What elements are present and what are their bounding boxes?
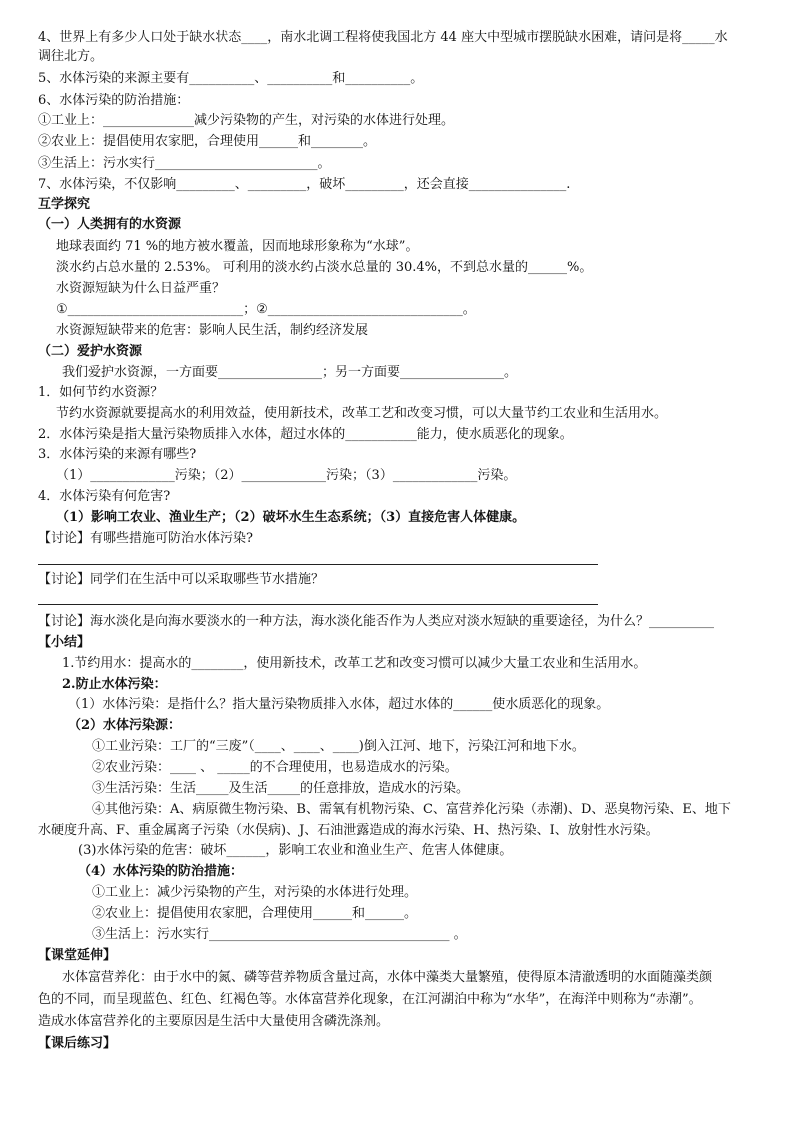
question-6-industry: ①工业上：______________减少污染物的产生，对污染的水体进行处理。 (38, 113, 455, 128)
discussion-2-answer-line (38, 604, 598, 605)
summary-measures-life: ③生活上：污水实行_____________________________________ 。 (92, 927, 467, 942)
shortage-question: 水资源短缺为什么日益严重？ (56, 281, 226, 296)
freshwater-ratio-text: 淡水约占总水量的 2.53%。 可利用的淡水约占淡水总量的 30.4%，不到总水量的______%。 (56, 260, 593, 275)
item-1-question: 1．如何节约水资源？ (38, 385, 164, 400)
question-6-agriculture: ②农业上：提倡使用农家肥，合理使用______和________。 (38, 134, 377, 149)
extension-para-line-2: 色的不同，而呈现蓝色、红色、红褐色等。水体富营养化现象，在江河湖泊中称为“水华”，在海洋中则称为“赤潮”。 (38, 992, 702, 1007)
summary-save-water: 1.节约用水：提高水的________，使用新技术，改革工艺和改变习惯可以减少大量工农业和生活用水。 (62, 656, 647, 671)
summary-prevent-pollution: 2.防止水体污染： (62, 677, 167, 692)
water-coverage-text: 地球表面约 71 %的地方被水覆盖，因而地球形象称为“水球”。 (56, 239, 419, 254)
item-2: 2．水体污染是指大量污染物质排入水体，超过水体的___________能力，使水质恶化的现象。 (38, 427, 573, 442)
subsection-protect-water: （二）爱护水资源 (38, 344, 143, 359)
item-4-answer: （1）影响工农业、渔业生产；（2）破坏水生生态系统；（3）直接危害人体健康。 (56, 510, 526, 525)
question-7: 7、水体污染，不仅影响_________、_________，破坏_________，还会直接_______________. (38, 177, 571, 192)
summary-measures-agriculture: ②农业上：提倡使用农家肥，合理使用______和______。 (92, 906, 418, 921)
shortage-harm-text: 水资源短缺带来的危害：影响人民生活，制约经济发展 (56, 323, 369, 338)
question-4-line-2: 调往北方。 (38, 49, 104, 64)
discussion-2: 【讨论】同学们在生活中可以采取哪些节水措施？ (38, 572, 325, 587)
item-3-blanks: （1）_____________污染；（2）_____________污染；（3）_____________污染。 (56, 468, 517, 483)
question-6-life: ③生活上：污水实行_________________________。 (38, 156, 331, 171)
summary-other-line-1: ④其他污染：A、病原微生物污染、B、需氧有机物污染、C、富营养化污染（赤潮)、D、恶臭物污染、E、地下 (92, 802, 731, 817)
summary-domestic: ③生活污染：生活_____及生活_____的任意排放，造成水的污染。 (92, 781, 470, 796)
summary-sources-heading: （2）水体污染源： (68, 718, 182, 733)
summary-definition: （1）水体污染：是指什么？指大量污染物质排入水体，超过水体的______使水质恶化的现象。 (68, 697, 610, 712)
protect-water-blanks: 我们爱护水资源，一方面要________________；另一方面要________________。 (62, 365, 518, 380)
question-6: 6、水体污染的防治措施： (38, 93, 190, 108)
item-3-question: 3．水体污染的来源有哪些? (38, 447, 197, 462)
summary-heading: 【小结】 (38, 635, 91, 650)
extension-heading: 【课堂延伸】 (38, 948, 117, 963)
summary-measures-heading: （4）水体污染的防治措施： (78, 864, 244, 879)
summary-industrial: ①工业污染：工厂的“三废”（____、____、____)倒入江河、地下，污染江河和地下水。 (92, 739, 585, 754)
discussion-1: 【讨论】有哪些措施可防治水体污染? (38, 531, 253, 546)
summary-other-line-2: 水硬度升高、F、重金属离子污染（水俣病)、J、石油泄露造成的海水污染、H、热污染、I、放射性水污染。 (38, 823, 659, 838)
subsection-water-resources: （一）人类拥有的水资源 (38, 217, 182, 232)
discussion-1-answer-line (38, 564, 598, 565)
item-1-answer: 节约水资源就要提高水的利用效益，使用新技术，改革工艺和改变习惯，可以大量节约工农业和生活用水。 (56, 406, 668, 421)
question-5: 5、水体污染的来源主要有__________、__________和__________。 (38, 71, 424, 86)
question-4-line-1: 4、世界上有多少人口处于缺水状态____，南水北调工程将使我国北方 44 座大中型城市摆脱缺水困难，请问是将_____水 (38, 30, 728, 45)
shortage-reasons-blanks: ①___________________________；②______________________________。 (56, 302, 476, 317)
homework-heading: 【课后练习】 (38, 1036, 117, 1051)
item-4-question: 4．水体污染有何危害? (38, 489, 171, 504)
discussion-3: 【讨论】海水淡化是向海水要淡水的一种方法，海水淡化能否作为人类应对淡水短缺的重要途径，为什么？__________ (38, 614, 715, 629)
extension-para-line-3: 造成水体富营养化的主要原因是生活中大量使用含磷洗涤剂。 (38, 1014, 390, 1029)
summary-harm: (3)水体污染的危害：破坏______，影响工农业和渔业生产、危害人体健康。 (78, 843, 513, 858)
extension-para-line-1: 水体富营养化：由于水中的氮、磷等营养物质含量过高，水体中藻类大量繁殖，使得原本清澈透明的水面随藻类颜 (62, 970, 713, 985)
summary-measures-industry: ①工业上：减少污染物的产生，对污染的水体进行处理。 (92, 885, 418, 900)
section-heading-explore: 互学探究 (38, 197, 91, 212)
summary-agricultural: ②农业污染：____ 、 _____的不合理使用，也易造成水的污染。 (92, 760, 458, 775)
